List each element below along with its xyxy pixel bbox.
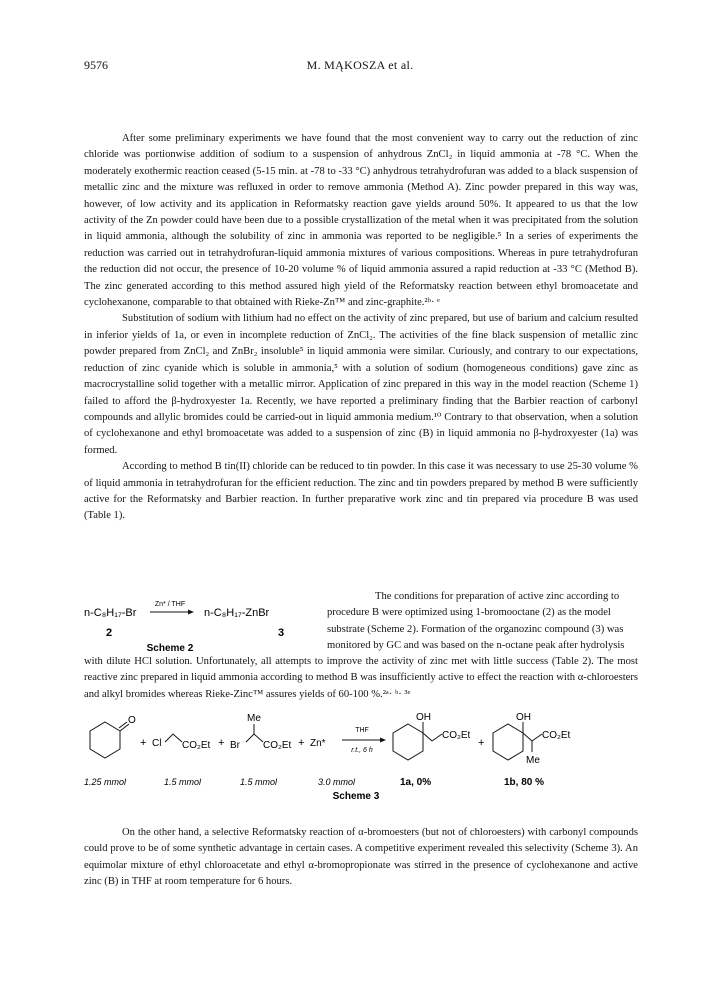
side-line-4: monitored by GC and was based on the n-octane peak after hydrolysis [327, 640, 625, 652]
chloroacetate-chain [165, 734, 182, 742]
scheme-2-drawing [84, 594, 324, 654]
bromopropionate-chain [246, 734, 263, 742]
amount-bromopropionate: 1.5 mmol [240, 777, 278, 787]
zinc-reagent: Zn* [310, 738, 326, 749]
scheme-2-product: n-C₈H₁₇-ZnBr [204, 607, 270, 619]
paragraph-3: According to method B tin(II) chloride can be reduced to tin powder. In this case it was necessary to use 25-30 volume % of liquid ammonia in tetrahydrofuran for the efficient reduction. The zinc and tin powders prepared by method B were sufficiently active for the Reformatsky and Barbier reaction. In further preparative work zinc and tin prepared via procedure B was used (Table 1). [84, 461, 638, 522]
scheme-3-arrowhead [380, 738, 386, 743]
paragraph-1: After some preliminary experiments we have found that the most convenient way to carry out the reduction of zinc chloride was portionwise addition of sodium to a suspension of anhydrous ZnCl₂ in liquid ammonia at -78 °C. When the moderately exothermic reaction ceased (5-15 min. at -78 to -33 °C) anhydrous tetrahydrofuran was added to a black suspension of metallic zinc and the mixture was refluxed in order to remove ammonia (Method A). Zinc powder prepared in this way was, however, of low activity and its application in Reformatsky reaction gave yields around 50%. It appeared to us that the low activity of the Zn powder could have been due to a possible crystallization of the metal when it was precipitated from the solution in liquid ammonia, although the solubility of zinc in ammonia was reported to be negligible.⁵ In a series of experiments the reduction was carried out in tetrahydrofuran-liquid ammonia mixtures of various compositions. Whereas in pure tetrahydrofuran the reduction did not occur, the presence of 10-20 volume % of liquid ammonia assured a rapid reduction at -33 °C (Method B). The zinc generated according to this method assured high yield of the Reformatsky reaction between ethyl bromoacetate and cyclohexanone, comparable to that obtained with Rieke-Zn™ and zinc-graphite.²ʰ· ᵉ [84, 133, 638, 309]
chloro-atom: Cl [152, 738, 162, 749]
cyclohexanone-oxygen: O [128, 715, 136, 726]
amount-chloroacetate: 1.5 mmol [164, 777, 202, 787]
scheme-2-arrowhead [188, 610, 194, 615]
bromopropionate-ester: CO₂Et [263, 740, 292, 751]
scheme-2-caption: Scheme 2 [146, 643, 194, 654]
product-1b-yield: 1b, 80 % [504, 777, 545, 788]
main-text [84, 131, 638, 525]
product-1a-ester: CO₂Et [442, 730, 471, 741]
cyclohexanone-structure [90, 722, 129, 758]
amount-cyclohexanone: 1.25 mmol [84, 777, 127, 787]
paragraph-4-block [84, 654, 638, 703]
scheme-2-label-3: 3 [278, 627, 285, 639]
scheme-3 [80, 710, 640, 820]
bromopropionate-methyl: Me [247, 713, 261, 724]
plus-1: + [140, 737, 147, 749]
product-1a-structure [393, 722, 442, 760]
scheme-3-caption: Scheme 3 [332, 791, 380, 802]
product-1b-hydroxyl: OH [516, 712, 531, 723]
scheme-2-label-2: 2 [106, 627, 113, 639]
scheme-2-reagent: Zn* / THF [154, 601, 186, 608]
side-text [327, 589, 638, 655]
paragraph-5-block [84, 825, 638, 891]
bromo-atom: Br [230, 740, 240, 751]
plus-3: + [298, 737, 305, 749]
conditions-label: r.t., 6 h [351, 747, 373, 754]
product-1a-yield: 1a, 0% [400, 777, 432, 788]
plus-2: + [218, 737, 225, 749]
product-1b-ester: CO₂Et [542, 730, 571, 741]
chloroacetate-ester: CO₂Et [182, 740, 211, 751]
running-title: M. MĄKOSZA et al. [306, 58, 414, 72]
paragraph-2: Substitution of sodium with lithium had no effect on the activity of zinc prepared, but use of barium and calcium resulted in inferior yields of 1a, or even in incomplete reduction of ZnCl₂. The activities of the fine black suspension of metallic zinc powder prepared from ZnCl₂ and ZnBr₂ insoluble⁵ in liquid ammonia were similar. Curiously, and contrary to our expectations, reduction of zinc cyanide which is soluble in ammonia,⁵ with a solution of sodium (homogeneous conditions) gave zinc as macrocrystalline solid together with a metallic mirror. Application of zinc prepared in this way in the model reaction (Scheme 1) failed to afford the β-hydroxyester 1a. Recently, we have reported a preliminary finding that the Barbier reaction of carbonyl compounds and allylic bromides could be carried-out in liquid ammonia medium.¹⁰ Contrary to that observation, when a solution of cyclohexanone and ethyl bromoacetate was added to a suspension of zinc (B) in liquid ammonia no β-hydroxyester (1a) was formed. [84, 313, 638, 456]
amount-zinc: 3.0 mmol [318, 777, 356, 787]
plus-4: + [478, 737, 485, 749]
paragraph-4: with dilute HCl solution. Unfortunately, all attempts to improve the activity of zinc met with little success (Table 2). The most reactive zinc prepared in liquid ammonia according to method B was insufficiently active to effect the reaction with α-chloroesters and alkyl bromides whereas Rieke-Zinc™ assures yields of 60-100 %.²ᵃ· ᵇ· ³ᵉ [84, 656, 638, 700]
side-line-2: procedure B were optimized using 1-bromooctane (2) as the model [327, 607, 611, 619]
solvent-label: THF [355, 727, 369, 734]
product-1a-hydroxyl: OH [416, 712, 431, 723]
side-line-1: The conditions for preparation of active zinc according to [375, 591, 620, 602]
paragraph-5: On the other hand, a selective Reformatsky reaction of α-bromoesters (but not of chloroesters) with carbonyl compounds could prove to be of some synthetic advantage in certain cases. A competitive experiment revealed this selectivity (Scheme 3). An equimolar mixture of ethyl chloroacetate and ethyl α-bromopropionate was stirred in the presence of cyclohexanone and active zinc (B) in THF at room temperature for 6 hours. [84, 827, 638, 888]
side-line-3: substrate (Scheme 2). Formation of the organozinc compound (3) was [327, 623, 624, 635]
product-1b-methyl: Me [526, 755, 540, 766]
page-number: 9576 [84, 58, 108, 72]
scheme-2-reactant: n-C₈H₁₇-Br [84, 607, 137, 619]
